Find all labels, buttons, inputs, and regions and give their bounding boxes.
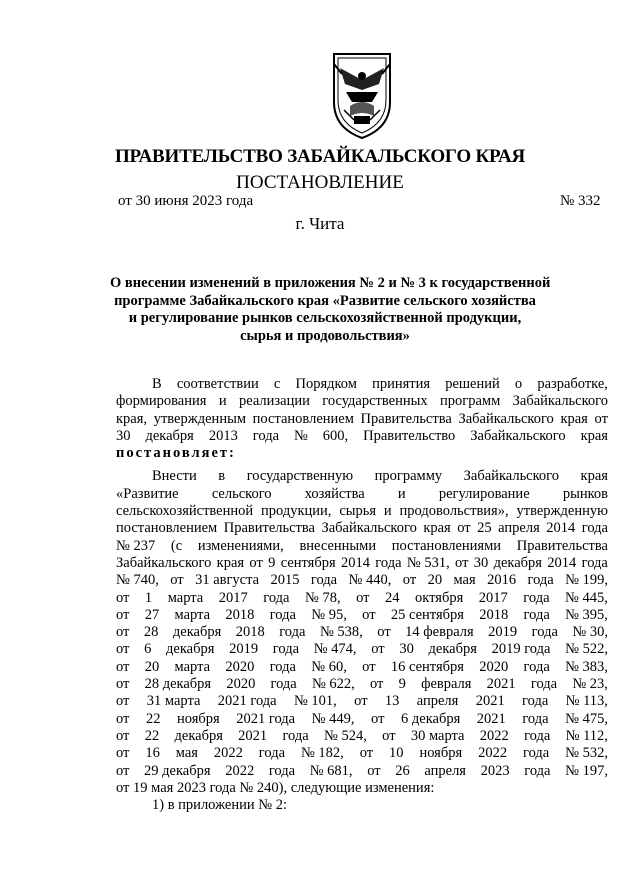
word: № 199, — [565, 572, 608, 589]
preamble-paragraph — [116, 376, 608, 445]
word: 2021 года — [217, 693, 277, 710]
word: года — [522, 710, 549, 727]
document-subject — [110, 275, 551, 345]
word: сельскохозяйственной — [116, 503, 254, 520]
word: от — [116, 624, 130, 641]
word: № 531, — [406, 554, 450, 571]
word: от — [249, 554, 263, 571]
word: 24 — [385, 589, 400, 606]
word: № 95, — [311, 606, 347, 623]
word: от — [367, 762, 381, 779]
word: 28 — [143, 624, 159, 641]
coat-of-arms-icon — [324, 50, 400, 140]
word: года — [268, 762, 296, 779]
document-type: ПОСТАНОВЛЕНИЕ — [236, 172, 404, 193]
resolves-word: постановляет: — [116, 445, 236, 462]
word: 2021 — [238, 727, 268, 744]
word: рынков — [562, 485, 608, 502]
text-line — [116, 393, 608, 410]
word: года — [272, 641, 300, 658]
text-line — [116, 468, 608, 485]
word: 2021 — [486, 676, 516, 693]
word: мая — [175, 745, 198, 762]
word: 1 — [144, 589, 153, 606]
document-body — [116, 376, 608, 814]
text-line — [116, 520, 608, 537]
word: марта — [174, 606, 211, 623]
text-line — [116, 676, 608, 693]
word: края — [580, 427, 608, 444]
word: 25 сентября — [390, 606, 464, 623]
word: марта — [174, 658, 211, 675]
word: 29 декабря — [144, 762, 211, 779]
word: 2019 года — [491, 641, 551, 658]
word: года — [269, 606, 296, 623]
word: года — [270, 676, 297, 693]
word: 2022 — [479, 727, 509, 744]
word: В — [152, 376, 162, 392]
word: 14 февраля — [405, 624, 474, 641]
word: утвержденную — [516, 503, 608, 520]
word: 28 декабря — [144, 676, 212, 693]
text-line — [116, 538, 608, 555]
word: Правительства — [223, 520, 315, 537]
word: года — [530, 676, 558, 693]
word: 2022 — [213, 745, 243, 762]
word: от — [116, 745, 130, 762]
text-line — [116, 555, 608, 572]
word: сельского — [211, 485, 272, 502]
word: продукции, — [261, 503, 332, 520]
word: от — [362, 658, 376, 675]
word: № 449, — [311, 710, 355, 727]
word: Правительства — [516, 537, 608, 554]
word: реализации — [238, 393, 310, 410]
word: 2018 — [235, 624, 265, 641]
word: № 113, — [565, 693, 608, 710]
word: от — [371, 641, 385, 658]
word: хозяйства — [304, 485, 365, 502]
word: ноября — [177, 710, 220, 727]
word: декабря — [145, 427, 194, 444]
word: 2022 — [478, 745, 508, 762]
word: № 395, — [565, 606, 608, 623]
word: декабря — [166, 641, 215, 658]
word: от — [116, 641, 130, 658]
text-line — [116, 624, 608, 641]
word: Порядком — [295, 376, 357, 392]
word: 6 декабря — [401, 710, 461, 727]
word: апреля — [424, 762, 466, 779]
text-line — [116, 572, 608, 589]
word: года — [279, 624, 306, 641]
word: Забайкальского — [512, 393, 608, 410]
text-line — [116, 693, 608, 710]
word: № 538, — [319, 624, 363, 641]
word: сырья — [339, 503, 377, 520]
word: от — [356, 589, 370, 606]
word: Забайкальского — [321, 520, 417, 537]
text-line — [116, 711, 608, 728]
word: года — [263, 589, 290, 606]
word: 2013 — [208, 427, 238, 444]
word: 30 — [116, 427, 131, 444]
document-number: № 332 — [560, 193, 601, 209]
word: года — [523, 589, 550, 606]
word: 2018 — [225, 606, 255, 623]
word: 2022 — [225, 762, 255, 779]
word: № 383, — [565, 658, 608, 675]
word: № 622, — [311, 676, 355, 693]
word: от — [377, 624, 391, 641]
word: 2023 — [480, 762, 510, 779]
word: № 532, — [565, 745, 608, 762]
decision-paragraph — [116, 468, 608, 779]
word: декабря — [172, 624, 222, 641]
word: 2019 — [488, 624, 518, 641]
text-line — [116, 607, 608, 624]
word: от — [594, 410, 608, 427]
word: от — [116, 693, 130, 710]
word: 2017 — [218, 589, 248, 606]
word: марта — [167, 589, 204, 606]
text-line — [116, 745, 608, 762]
word: 2020 — [226, 676, 256, 693]
word: № 112, — [565, 727, 608, 744]
word: Забайкальского — [116, 554, 212, 571]
word: края — [423, 520, 451, 537]
word: от — [116, 727, 130, 744]
subject-line: программе Забайкальского края «Развитие сельского хозяйства — [114, 292, 536, 309]
word: года — [581, 554, 608, 571]
text-line — [116, 486, 608, 503]
word: 10 — [389, 745, 404, 762]
word: 600, — [322, 427, 349, 444]
word: года — [527, 572, 554, 589]
decision-last-line: от 19 мая 2023 года № 240), следующие изменения: — [116, 779, 435, 796]
word: 16 сентября — [390, 658, 464, 675]
text-line — [116, 728, 608, 745]
text-line — [116, 376, 608, 393]
word: края — [560, 410, 588, 427]
word: 2014 — [546, 520, 576, 537]
word: от — [362, 606, 376, 623]
word: постановлением — [252, 410, 354, 427]
word: сентября — [280, 554, 336, 571]
word: № 78, — [305, 589, 341, 606]
word: от — [359, 745, 374, 762]
item-1: 1) в приложении № 2: — [152, 797, 287, 814]
word: от — [116, 710, 130, 727]
word: «Развитие — [116, 485, 179, 502]
word: с — [273, 376, 281, 392]
word: 31 марта — [146, 693, 201, 710]
word: от — [116, 589, 130, 606]
word: года — [531, 624, 558, 641]
word: года — [269, 658, 296, 675]
word: и — [397, 485, 406, 502]
word: от — [455, 554, 469, 571]
word: от — [116, 762, 130, 779]
word: 30 — [473, 554, 489, 571]
word: мая — [453, 572, 476, 589]
word: года — [524, 762, 551, 779]
word: 31 августа — [195, 572, 260, 589]
word: Правительства — [360, 410, 452, 427]
word: от — [402, 572, 417, 589]
word: соответствии — [176, 376, 259, 392]
word: 2017 — [478, 589, 508, 606]
word: 2014 — [547, 554, 577, 571]
word: года — [523, 658, 550, 675]
word: № 23, — [572, 676, 608, 693]
word: 27 — [144, 606, 160, 623]
text-line — [116, 428, 608, 445]
word: Забайкальского — [463, 468, 560, 485]
word: № 237 — [116, 537, 156, 554]
word: февраля — [421, 676, 472, 693]
word: № 524, — [324, 727, 367, 744]
word: Забайкальского — [470, 427, 566, 444]
word: от — [116, 606, 130, 623]
word: утвержденным — [153, 410, 246, 427]
word: от — [382, 727, 396, 744]
word: 2016 — [487, 572, 517, 589]
word: о — [514, 376, 523, 392]
word: года — [258, 745, 286, 762]
word: 25 — [477, 520, 492, 537]
word: регулирование — [438, 485, 530, 502]
text-line — [116, 763, 608, 780]
word: 30 марта — [410, 727, 465, 744]
word: № 101, — [293, 693, 337, 710]
word: от — [457, 520, 471, 537]
word: декабря — [174, 727, 223, 744]
word: года — [252, 427, 280, 444]
word: 22 — [145, 710, 161, 727]
word: № 474, — [313, 641, 357, 658]
word: от — [116, 676, 130, 693]
word: государственную — [246, 468, 354, 485]
word: № 475, — [565, 710, 608, 727]
word: апреля — [416, 693, 459, 710]
word: № 522, — [565, 641, 608, 658]
word: 2015 — [270, 572, 300, 589]
word: 2021 года — [236, 710, 296, 727]
text-line — [116, 590, 608, 607]
document-date: от 30 июня 2023 года — [118, 193, 254, 209]
text-line — [116, 503, 608, 520]
word: Внести — [152, 468, 197, 485]
word: края, — [116, 410, 148, 427]
word: от — [371, 710, 385, 727]
word: № 182, — [300, 745, 344, 762]
text-line — [116, 641, 608, 658]
word: 16 — [145, 745, 160, 762]
word: постановлением — [116, 520, 218, 537]
word: формирования — [116, 393, 207, 410]
word: 2014 — [340, 554, 370, 571]
word: программ — [440, 393, 501, 410]
word: 2021 — [475, 693, 505, 710]
word: октября — [415, 589, 464, 606]
word: года — [310, 572, 338, 589]
word: от — [170, 572, 184, 589]
word: от — [354, 693, 368, 710]
word: внесенными — [299, 537, 377, 554]
word: принятия — [372, 376, 431, 392]
word: 2020 — [225, 658, 255, 675]
word: № — [293, 427, 308, 444]
subject-line: сырья и продовольствия» — [240, 327, 410, 344]
word: решений — [445, 376, 500, 392]
word: № 60, — [311, 658, 347, 675]
word: 2021 — [476, 710, 506, 727]
word: 9 — [398, 676, 406, 693]
word: программу — [374, 468, 443, 485]
word: № 30, — [572, 624, 608, 641]
word: № 445, — [565, 589, 608, 606]
word: года — [282, 727, 309, 744]
word: продовольствия», — [399, 503, 509, 520]
word: постановлениями — [391, 537, 502, 554]
word: № 440, — [348, 572, 392, 589]
text-line — [116, 411, 608, 428]
word: изменениями, — [197, 537, 284, 554]
text-line — [116, 659, 608, 676]
word: Правительство — [363, 427, 456, 444]
word: № 197, — [565, 762, 608, 779]
word: края — [580, 468, 608, 485]
word: года — [524, 727, 551, 744]
word: 2019 — [229, 641, 259, 658]
word: 2018 — [479, 606, 509, 623]
resolves-line — [116, 445, 608, 462]
word: от — [370, 676, 384, 693]
word: и — [218, 393, 227, 410]
organization-title: ПРАВИТЕЛЬСТВО ЗАБАЙКАЛЬСКОГО КРАЯ — [114, 146, 526, 167]
word: года — [581, 520, 608, 537]
word: 6 — [144, 641, 152, 658]
word: от — [116, 658, 130, 675]
word: декабря — [428, 641, 477, 658]
word: декабря — [493, 554, 542, 571]
word: Забайкальского — [458, 410, 554, 427]
word: 20 — [144, 658, 160, 675]
word: № 740, — [116, 572, 159, 589]
word: года — [522, 693, 549, 710]
word: 26 — [395, 762, 410, 779]
word: в — [218, 468, 226, 485]
word: № 681, — [309, 762, 353, 779]
subject-line: и регулирование рынков сельскохозяйственной продукции, — [128, 310, 522, 326]
word: года — [523, 606, 550, 623]
word: 9 — [268, 554, 276, 571]
subject-line: О внесении изменений в приложения № 2 и № 3 к государственной — [110, 275, 551, 291]
word: апреля — [498, 520, 540, 537]
word: 13 — [384, 693, 400, 710]
word: 30 — [399, 641, 414, 658]
word: 2020 — [479, 658, 509, 675]
document-city: г. Чита — [295, 214, 345, 233]
word: ноября — [419, 745, 463, 762]
word: (с — [170, 537, 183, 554]
word: края — [216, 554, 245, 571]
word: 20 — [427, 572, 443, 589]
word: года — [523, 745, 550, 762]
word: и — [383, 503, 392, 520]
word: года — [375, 554, 402, 571]
word: государственных — [322, 393, 428, 410]
word: разработке, — [537, 376, 608, 392]
word: 22 — [144, 727, 160, 744]
